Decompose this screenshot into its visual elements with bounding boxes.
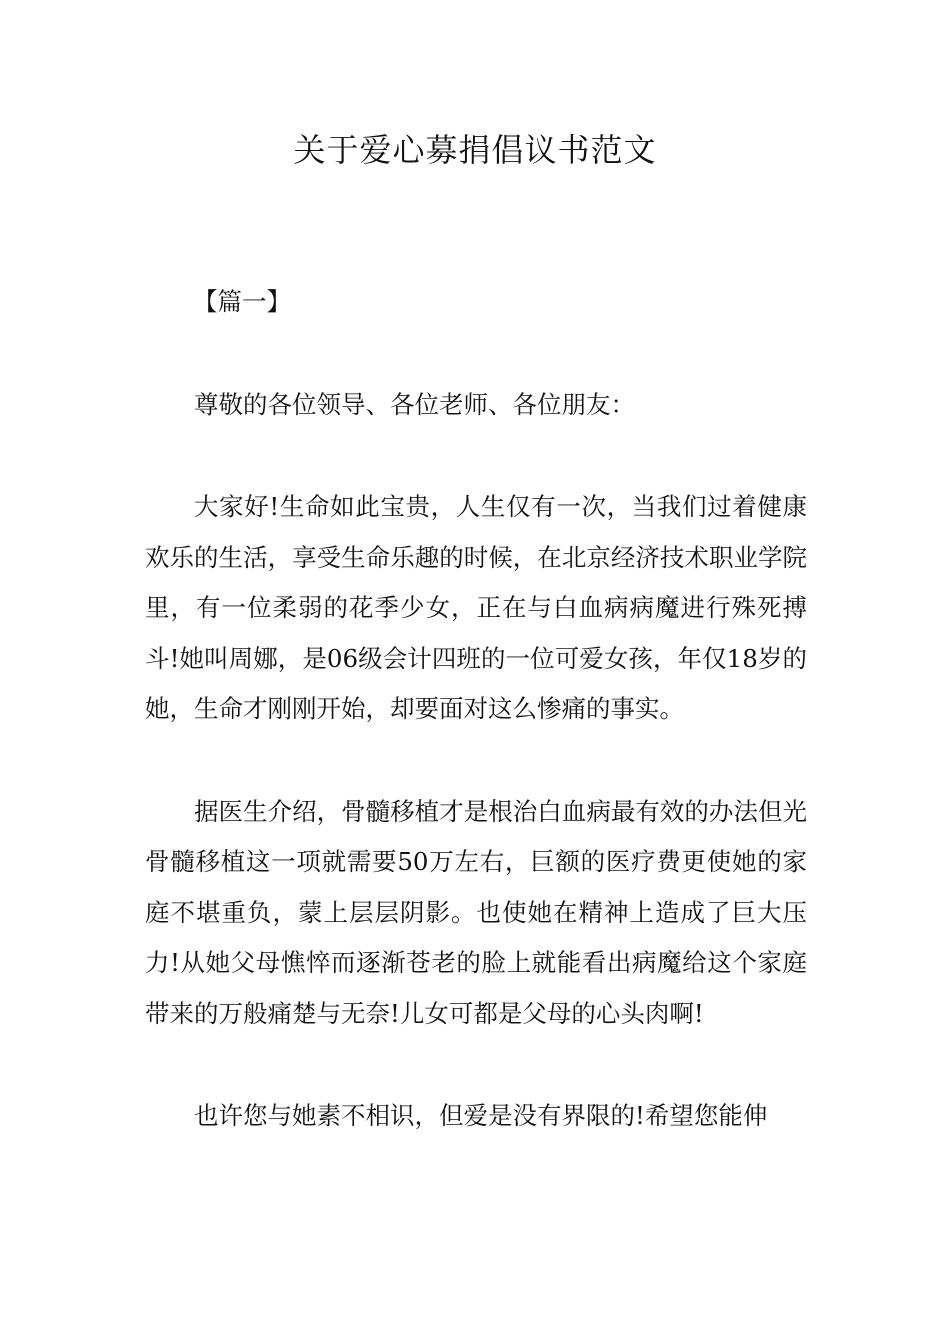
- paragraph-2: 据医生介绍，骨髓移植才是根治白血病最有效的办法但光骨髓移植这一项就需要50万左右，巨额的医疗费更使她的家庭不堪重负，蒙上层层阴影。也使她在精神上造成了巨大压力!从她父母憔悴而逐渐苍老的脸上就能看出病魔给这个家庭带来的万般痛楚与无奈!儿女可都是父母的心头肉啊!: [145, 796, 807, 1028]
- document-body: [145, 277, 807, 1142]
- section-label: 【篇一】: [193, 287, 291, 316]
- paragraph-3: 也许您与她素不相识，但爱是没有界限的!希望您能伸: [194, 1101, 768, 1130]
- spacer: [145, 430, 807, 482]
- spacer: [145, 328, 807, 380]
- spacer: [145, 1039, 807, 1091]
- spacer: [145, 735, 807, 787]
- salutation: 尊敬的各位领导、各位老师、各位朋友：: [194, 389, 635, 419]
- paragraph-1: 大家好!生命如此宝贵，人生仅有一次，当我们过着健康欢乐的生活，享受生命乐趣的时候，在北京经济技术职业学院里，有一位柔弱的花季少女，正在与白血病病魔进行殊死搏斗!她叫周娜，是06级会计四班的一位可爱女孩，年仅18岁的她，生命才刚刚开始，却要面对这么惨痛的事实。: [145, 492, 807, 723]
- document-title: 关于爱心募捐倡议书范文: [293, 131, 657, 169]
